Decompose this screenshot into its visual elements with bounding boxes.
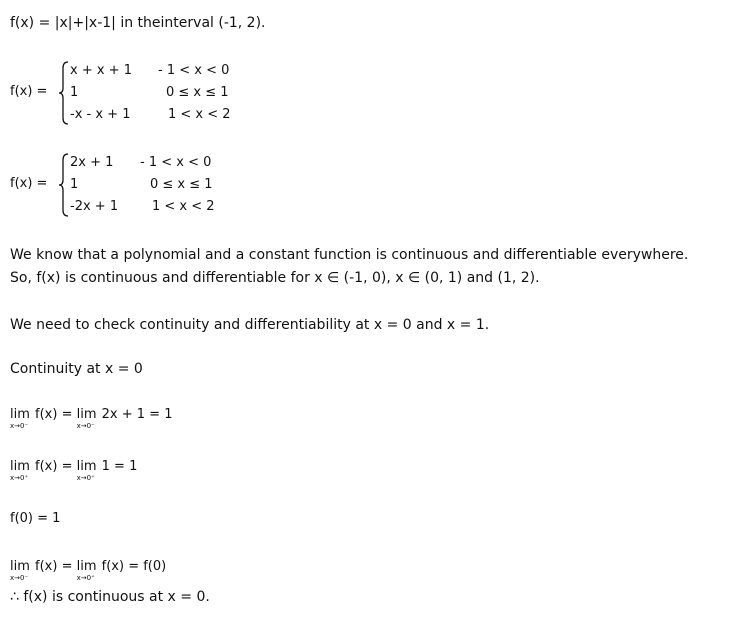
lim-subscript: x→0⁺ [76, 574, 95, 582]
lim-subscript: x→0⁺ [10, 474, 29, 482]
left-brace-icon [58, 60, 70, 126]
piecewise-lhs: f(x) = [10, 84, 48, 99]
limit-operator [10, 459, 30, 482]
piecewise-cond: 1 < x < 2 [168, 107, 231, 122]
continuity-heading: Continuity at x = 0 [10, 361, 143, 377]
piecewise-expr: 1 [70, 177, 79, 192]
piecewise-cond: 0 ≤ x ≤ 1 [166, 85, 229, 100]
conclusion: ∴ f(x) is continuous at x = 0. [10, 589, 210, 605]
function-value-at-zero: f(0) = 1 [10, 511, 61, 526]
lim-word: lim [76, 559, 97, 574]
piecewise-expr: -x - x + 1 [70, 107, 131, 122]
lim-subscript: x→0⁻ [10, 422, 29, 430]
piecewise-expr: x + x + 1 [70, 63, 132, 78]
lim-word: lim [10, 559, 30, 574]
limit-operator [76, 559, 97, 582]
problem-statement: f(x) = |x|+|x-1| in theinterval (-1, 2). [10, 15, 266, 31]
limit-lhs: f(x) = [35, 407, 73, 422]
piecewise-expr: 1 [70, 85, 79, 100]
piecewise-cond: 0 ≤ x ≤ 1 [150, 177, 213, 192]
paragraph-check: We need to check continuity and differentiability at x = 0 and x = 1. [10, 317, 490, 333]
piecewise-cond: - 1 < x < 0 [158, 63, 230, 78]
piecewise-expr: -2x + 1 [70, 199, 119, 214]
limit-lhs: f(x) = [35, 559, 73, 574]
limit-lhs: f(x) = [35, 459, 73, 474]
limits-equality [10, 558, 167, 582]
limit-rhs: 2x + 1 = 1 [101, 407, 173, 422]
piecewise-cond: 1 < x < 2 [152, 199, 215, 214]
lim-word: lim [76, 459, 97, 474]
piecewise-cond: - 1 < x < 0 [140, 155, 212, 170]
lim-word: lim [76, 407, 97, 422]
lim-subscript: x→0⁻ [76, 422, 95, 430]
paragraph-intervals: So, f(x) is continuous and differentiable for x ∈ (-1, 0), x ∈ (0, 1) and (1, 2). [10, 270, 540, 286]
limit-rhs: 1 = 1 [101, 459, 138, 474]
limit-operator [76, 407, 97, 430]
limit-operator [10, 559, 30, 582]
left-hand-limit [10, 406, 173, 430]
paragraph-polynomial: We know that a polynomial and a constant function is continuous and differentiable everywhere. [10, 247, 689, 263]
piecewise-lhs: f(x) = [10, 176, 48, 191]
left-brace-icon [58, 152, 70, 218]
limit-operator [10, 407, 30, 430]
lim-subscript: x→0⁻ [10, 574, 29, 582]
piecewise-definition-1 [10, 60, 250, 126]
limit-operator [76, 459, 97, 482]
lim-subscript: x→0⁺ [76, 474, 95, 482]
lim-word: lim [10, 407, 30, 422]
right-hand-limit [10, 458, 138, 482]
limit-rhs: f(x) = f(0) [101, 559, 167, 574]
piecewise-expr: 2x + 1 [70, 155, 114, 170]
piecewise-definition-2 [10, 152, 250, 218]
lim-word: lim [10, 459, 30, 474]
